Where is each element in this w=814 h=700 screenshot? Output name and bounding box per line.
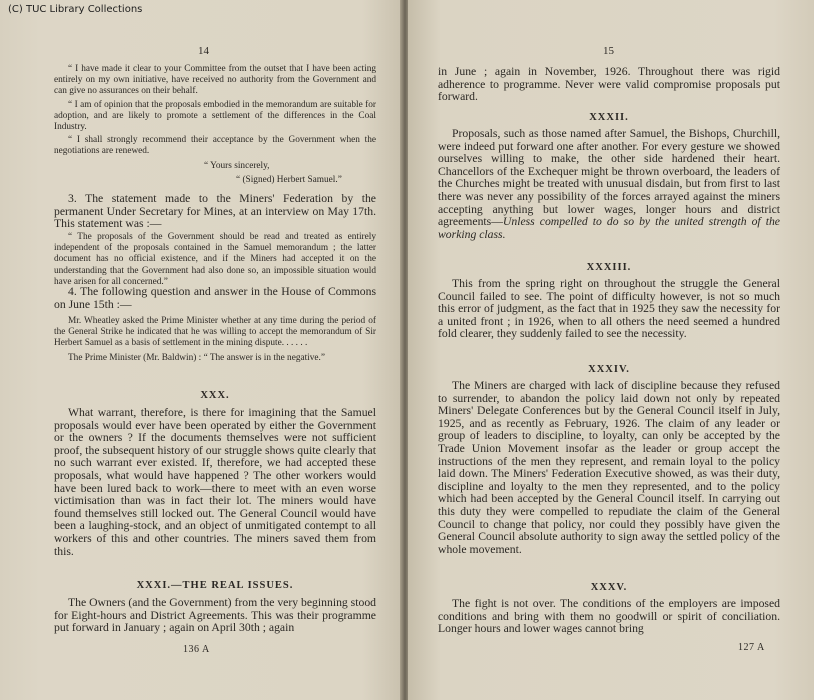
footer-left: 136 A bbox=[183, 644, 210, 655]
left-page bbox=[0, 0, 402, 700]
paragraph-3 bbox=[54, 193, 376, 231]
quote-paragraph: “ The proposals of the Government should be read and treated as entirely independent of the proposals contained in the Samuel memorandum ; the latter document has no official existence, and if the Miners had accepted it on the understanding that the Government had also done so, an impossible situation would have arisen for all concerned.” bbox=[54, 232, 376, 287]
under-secretary-quote bbox=[54, 232, 376, 288]
section-xxxiii-body bbox=[438, 278, 780, 341]
collection-watermark: (C) TUC Library Collections bbox=[8, 4, 143, 15]
letter-signature: “ (Signed) Herbert Samuel.” bbox=[236, 174, 342, 185]
footer-right: 127 A bbox=[738, 642, 765, 653]
body-paragraph: What warrant, therefore, is there for imagining that the Samuel proposals would ever have been operated by either the Government or the owners ? If the documents themselves were not sufficient proof, the subsequent history of our struggle shows quite clearly that no such warrant ever existed. If, therefore, we had accepted these proposals, what would have happened ? The other workers would have been lured back to work—there to meet with an even worse victimisation than was in fact their lot. The miners would have found themselves still locked out. The General Council would have been a laughing-stock, and an object of unmitigated contempt to all workers of this and other countries. The miners saved them from this. bbox=[54, 406, 376, 558]
body-text: Proposals, such as those named after Samuel, the Bishops, Churchill, were indeed put forward one after another. For every gesture we showed ourselves willing to make, the other side hardened their heart. Chancellors of the Exchequer might be thrown overboard, the leaders of the Churches might be treated with unusual disdain, but from first to last there was never any possibility of the forces arrayed against the miners accepting anything but lower wages, longer hours and district agreements— bbox=[438, 127, 780, 229]
body-paragraph: in June ; again in November, 1926. Throughout there was rigid adherence to programme. Never were valid compromise proposals put forward. bbox=[438, 65, 780, 104]
body-paragraph: The Miners are charged with lack of discipline because they refused to surrender, to abandon the policy laid down not only by repeated Miners' Delegate Conferences but by the General Council itself in July, 1925, and as recently as February, 1926. The claim of any leader or group of leaders to discipline, to loyalty, can only be accepted by the Trade Union Movement insofar as the leader or group accept the instructions of the men they represent, and remain loyal to the policy laid down. The Miners' Federation Executive showed, as was their duty, discipline and loyalty to the men they represented, and to the policy which had been accepted by the General Council itself. In carrying out this duty they were compelled to repudiate the claim of the General Council to change that policy, nor could they possibly have given the General Council absolute authority to sign away the settled policy of the whole movement. bbox=[438, 379, 780, 556]
paragraph-4 bbox=[54, 286, 376, 311]
right-page bbox=[408, 0, 814, 700]
body-paragraph: The Owners (and the Government) from the very beginning stood for Eight-hours and District Agreements. This was their programme put forward in January ; again on April 30th ; again bbox=[54, 596, 377, 635]
section-xxxii-body bbox=[438, 128, 780, 241]
section-heading-xxx: XXX. bbox=[200, 390, 230, 401]
quote-paragraph: Mr. Wheatley asked the Prime Minister whether at any time during the period of the General Strike he indicated that he was willing to accept the memorandum of Sir Herbert Samuel as a basis of settlement in the mining dispute. . . . . . bbox=[54, 316, 376, 349]
letter-signoff: “ Yours sincerely, bbox=[204, 160, 270, 171]
body-paragraph bbox=[438, 128, 780, 241]
page-number-right: 15 bbox=[603, 45, 614, 57]
body-paragraph: This from the spring right on throughout the struggle the General Council failed to see. The point of difficulty however, is not so much this error of judgment, as the fact that in 1925 they saw the necessity for a united front ; in 1926, when to all others the need seemed a hundred fold clearer, they suddenly failed to see the necessity. bbox=[438, 277, 780, 341]
numbered-paragraph: 3. The statement made to the Miners' Federation by the permanent Under Secretary for Mines, at an interview on May 17th. This statement was :— bbox=[54, 192, 376, 231]
italic-emphasis: Unless compelled to do so by the united strength of the working class. bbox=[438, 215, 780, 241]
section-xxxiv-body bbox=[438, 380, 780, 556]
continued-paragraph bbox=[438, 66, 780, 104]
quote-paragraph: The Prime Minister (Mr. Baldwin) : “ The answer is in the negative.” bbox=[68, 352, 325, 363]
commons-quote bbox=[54, 316, 376, 364]
page-number-left: 14 bbox=[198, 45, 209, 57]
section-heading-xxxi: XXXI.—THE REAL ISSUES. bbox=[136, 580, 294, 591]
quote-paragraph: “ I have made it clear to your Committee from the outset that I have been acting entirely on my own initiative, have received no authority from the Government and can give no assurances on their behalf. bbox=[54, 64, 376, 97]
numbered-paragraph: 4. The following question and answer in the House of Commons on June 15th :— bbox=[54, 285, 376, 311]
section-xxxi-body bbox=[54, 597, 376, 635]
section-heading-xxxiii: XXXIII. bbox=[586, 262, 632, 273]
section-xxxv-body bbox=[438, 598, 780, 636]
body-paragraph: The fight is not over. The conditions of the employers are imposed conditions and bring with them no goodwill or spirit of conciliation. Longer hours and lower wages cannot bring bbox=[438, 597, 780, 636]
section-heading-xxxii: XXXII. bbox=[589, 112, 629, 123]
samuel-letter-quotes bbox=[54, 64, 376, 186]
section-heading-xxxiv: XXXIV. bbox=[588, 364, 630, 375]
quote-paragraph: “ I shall strongly recommend their acceptance by the Government when the negotiations are renewed. bbox=[54, 135, 376, 157]
section-heading-xxxv: XXXV. bbox=[590, 582, 628, 593]
quote-paragraph: “ I am of opinion that the proposals embodied in the memorandum are suitable for adoption, and are likely to promote a settlement of the differences in the Coal Industry. bbox=[54, 99, 376, 133]
section-xxx-body bbox=[54, 407, 376, 558]
